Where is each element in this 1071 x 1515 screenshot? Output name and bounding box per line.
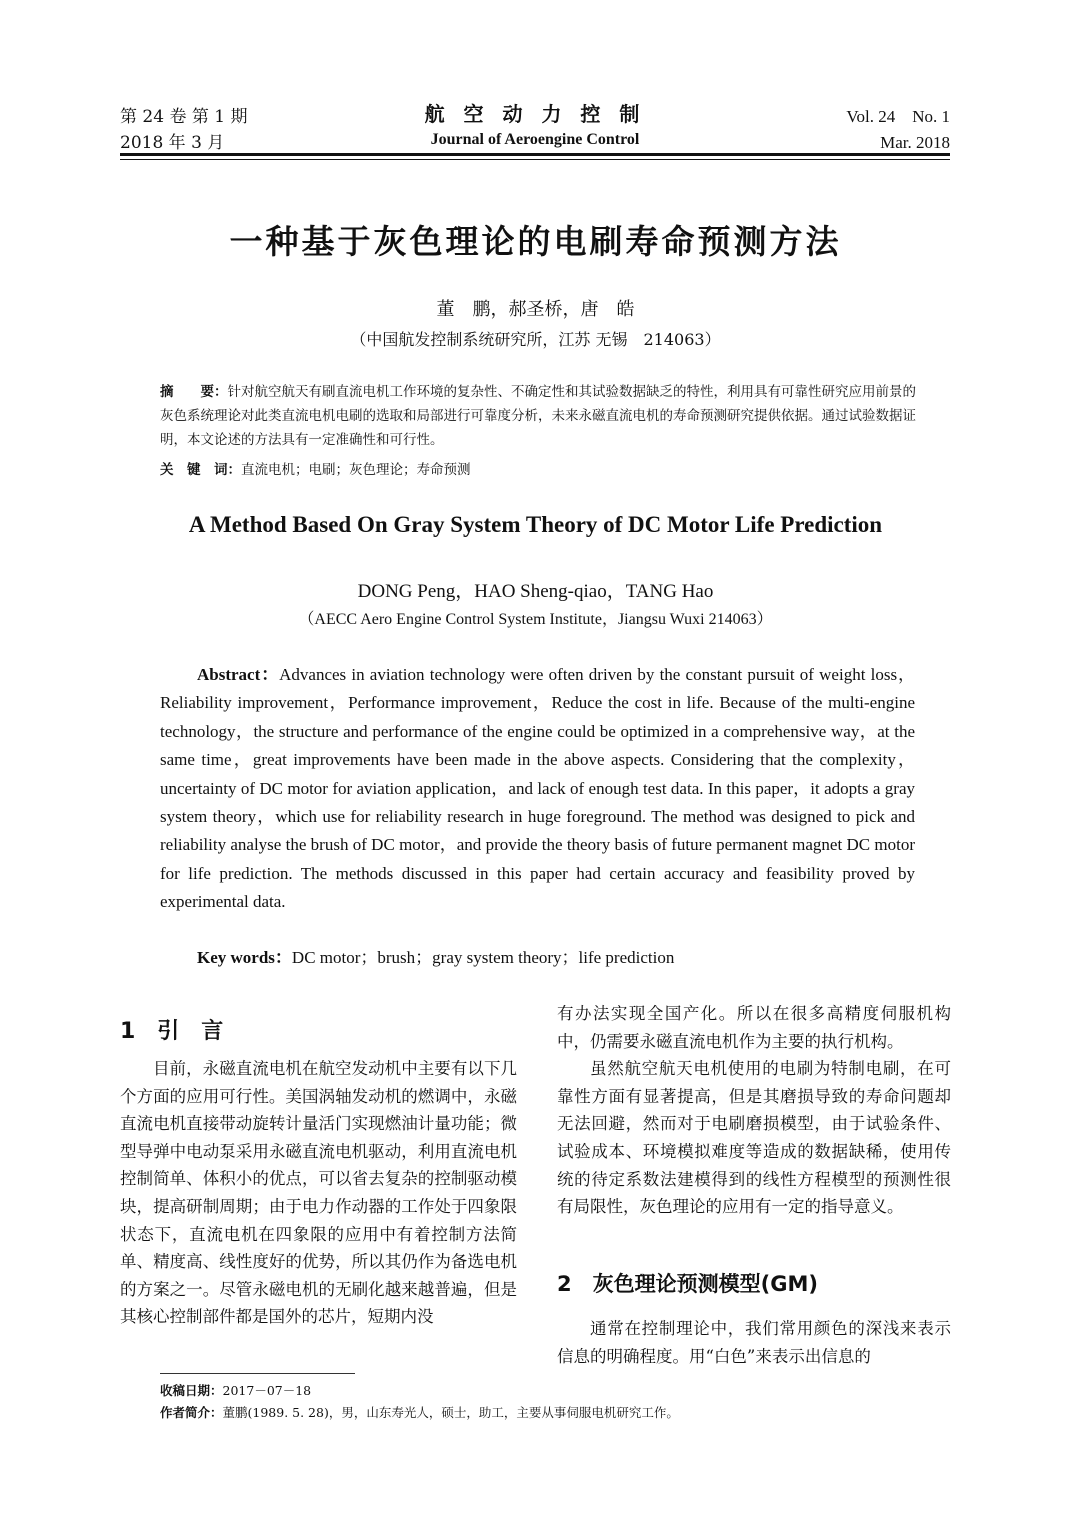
keywords-cn-text: 直流电机；电刷；灰色理论；寿命预测 <box>241 462 471 478</box>
left-column <box>120 1055 517 1331</box>
footnote-author <box>160 1403 940 1423</box>
date-en: Mar. 2018 <box>880 133 950 152</box>
authors-cn: 董 鹏，郝圣桥，唐 皓 <box>436 299 635 320</box>
section1-paragraph1: 目前，永磁直流电机在航空发动机中主要有以下几个方面的应用可行性。美国涡轴发动机的燃调中，永磁直流电机直接带动旋转计量活门实现燃油计量功能；微型导弹中电动泵采用永磁直流电机驱动，利用直流电机控制简单、体积小的优点，可以省去复杂的控制驱动模块，提高研制周期；由于电力作动器的工作处于四象限状态下，直流电机在四象限的应用中有着控制方法简单、精度高、线性度好的优势，所以其仍作为备选电机的方案之一。尽管永磁电机的无刷化越来越普遍，但是其核心控制部件都是国外的芯片，短期内没 <box>120 1059 517 1327</box>
journal-name-en: Journal of Aeroengine Control <box>430 131 640 148</box>
abstract-cn-label: 摘 要： <box>160 384 228 400</box>
issue-info-cn <box>120 104 247 156</box>
affiliation-cn: （中国航发控制系统研究所，江苏 无锡 214063） <box>350 330 721 349</box>
section2-paragraph1: 通常在控制理论中，我们常用颜色的深浅来表示信息的明确程度。用“白色”来表示出信息的 <box>557 1319 951 1366</box>
journal-name-cn: 航 空 动 力 控 制 <box>424 102 646 126</box>
header-rule-thin <box>120 159 950 160</box>
section2-heading: 2 灰色理论预测模型(GM) <box>557 1272 818 1296</box>
issue-info-en <box>846 104 950 156</box>
keywords-en-label: Key words： <box>197 948 292 967</box>
abstract-en-label: Abstract： <box>197 665 280 684</box>
author-bio: 董鹏(1989. 5. 28)，男，山东寿光人，硕士，助工，主要从事伺服电机研究工作。 <box>222 1405 679 1420</box>
section1-paragraph1-continued: 有办法实现全国产化。所以在很多高精度伺服机构中，仍需要永磁直流电机作为主要的执行机构。 <box>557 1004 951 1051</box>
abstract-en <box>160 661 915 917</box>
keywords-cn-label: 关 键 词： <box>160 462 241 478</box>
volume-en: Vol. 24 No. 1 <box>846 107 950 126</box>
date-cn: 2018 年 3 月 <box>120 133 225 153</box>
volume-cn: 第 24 卷 第 1 期 <box>120 107 248 127</box>
right-column <box>557 1000 951 1221</box>
section1-paragraph2: 虽然航空航天电机使用的电刷为特制电刷，在可靠性方面有显著提高，但是其磨损导致的寿命问题却无法回避，然而对于电刷磨损模型，由于试验条件、试验成本、环境模拟难度等造成的数据缺稀，使用传统的待定系数法建模得到的线性方程模型的预测性很有局限性，灰色理论的应用有一定的指导意义。 <box>557 1059 951 1217</box>
footnote-received <box>160 1381 940 1401</box>
affiliation-en: （AECC Aero Engine Control System Institute，Jiangsu Wuxi 214063） <box>298 611 773 628</box>
paper-title-cn: 一种基于灰色理论的电刷寿命预测方法 <box>229 222 842 261</box>
author-bio-label: 作者简介： <box>160 1405 223 1420</box>
keywords-en-text: DC motor；brush；gray system theory；life prediction <box>291 948 675 967</box>
journal-name <box>380 100 690 152</box>
authors-en: DONG Peng，HAO Sheng-qiao，TANG Hao <box>357 581 714 602</box>
keywords-en <box>197 945 917 971</box>
received-date: 2017－07－18 <box>222 1383 312 1398</box>
abstract-cn-text: 针对航空航天有刷直流电机工作环境的复杂性、不确定性和其试验数据缺乏的特性，利用具有可靠性研究应用前景的灰色系统理论对此类直流电机电刷的选取和局部进行可靠度分析，未来永磁直流电机的寿命预测研究提供依据。通过试验数据证明，本文论述的方法具有一定准确性和可行性。 <box>160 384 916 448</box>
section1-heading: 1 引 言 <box>120 1019 224 1044</box>
section2-body <box>557 1315 951 1370</box>
received-label: 收稿日期： <box>160 1383 223 1398</box>
paper-title-en: A Method Based On Gray System Theory of DC Motor Life Prediction <box>188 512 883 537</box>
keywords-cn <box>160 458 916 482</box>
abstract-en-text: Advances in aviation technology were often driven by the constant pursuit of weight loss，Reliability improvement，Performance improvement，Reduce the cost in life. Because of the multi-engine technology，the structure and performance of the engine could be optimized in a comprehensive way，at the same time，great improvements have been made in the above aspects. Considering that the complexity，uncertainty of DC motor for aviation application，and lack of enough test data. In this paper，it adopts a gray system theory，which use for reliability research in huge foreground. The method was designed to pick and reliability analyse the brush of DC motor，and provide the theory basis of future permanent magnet DC motor for life prediction. The methods discussed in this paper had certain accuracy and feasibility proved by experimental data. <box>160 665 915 912</box>
header-rule-thick <box>120 153 950 156</box>
footnote-rule <box>160 1373 355 1374</box>
abstract-cn <box>160 380 916 452</box>
